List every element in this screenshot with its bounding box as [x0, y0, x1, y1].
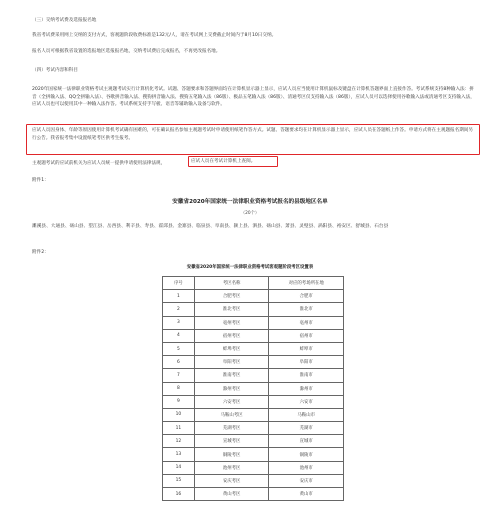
- row-area-name: 阜阳考区: [194, 356, 269, 369]
- row-location: 淮北市: [269, 303, 344, 316]
- table-row: [163, 382, 344, 395]
- row-location: 芜湖市: [269, 422, 344, 435]
- table-row: [163, 329, 344, 342]
- header-location: 对应的考场所在地: [269, 277, 344, 290]
- row-area-name: 马鞍山考区: [194, 408, 269, 421]
- row-location: 安庆市: [269, 474, 344, 487]
- table-row: [163, 316, 344, 329]
- row-location: 滁州市: [269, 382, 344, 395]
- row-area-name: 淮北考区: [194, 303, 269, 316]
- row-area-name: 蚌埠考区: [194, 342, 269, 355]
- row-number: 2: [163, 303, 195, 316]
- row-number: 16: [163, 488, 195, 501]
- row-number: 3: [163, 316, 195, 329]
- region-list: 濉溪县、大通县、砀山县、望江县、岳西县、利辛县、寿县、霍邱县、金寨县、临泉县、阜南县、颍上县、泗县、砀山县、萧县、灵璧县、涡阳县、裕安区、舒城县、石台县: [32, 224, 389, 229]
- row-number: 9: [163, 395, 195, 408]
- region-count: （20个）: [240, 211, 260, 216]
- row-area-name: 黄山考区: [194, 488, 269, 501]
- region-list-title: 安徽省2020年国家统一法律职业资格考试报名的县级地区名单: [172, 199, 328, 205]
- table-row: [163, 408, 344, 421]
- table-row: [163, 303, 344, 316]
- area-paragraph: 报名人员可根据我省设置的选报地区选报报名地，交纳考试费后完成报名，不再更改报名地。: [32, 49, 221, 54]
- attachment-2-label: 附件2：: [32, 250, 49, 255]
- table-row: [163, 474, 344, 487]
- table-row: [163, 290, 344, 303]
- fee-paragraph: 我省考试费采用网上交纳的支付方式，客观题阶段收费标准是132元/人，请在考试网上交费截止时间内于8月10日交纳。: [32, 33, 277, 38]
- header-area-name: 考区名称: [194, 277, 269, 290]
- paper-exam-paragraph: 应试人员因身体、年龄等原因使用计算机考试确有困难的，可在确认报名参加主观题考试时申请使用纸笔作答方式。试题、答题要求均在计算机显示器上显示，应试人员在答题纸上作答。申请方式将在主观题报名期间另行公告。我省报考集中设置纸笔考区供考生报考。: [32, 128, 474, 141]
- row-location: 合肥市: [269, 290, 344, 303]
- row-number: 8: [163, 382, 195, 395]
- row-number: 5: [163, 342, 195, 355]
- table-row: [163, 395, 344, 408]
- login-paragraph: [32, 161, 165, 167]
- row-location: 亳州市: [269, 316, 344, 329]
- table-row: [163, 422, 344, 435]
- row-area-name: 合肥考区: [194, 290, 269, 303]
- row-number: 7: [163, 369, 195, 382]
- row-location: 六安市: [269, 395, 344, 408]
- table-row: [163, 448, 344, 461]
- row-area-name: 亳州考区: [194, 316, 269, 329]
- exam-area-table-title: 安徽省2020年国家统一法律职业资格考试客观题阶段考区设置表: [186, 265, 314, 270]
- row-number: 14: [163, 461, 195, 474]
- row-area-name: 安庆考区: [194, 474, 269, 487]
- table-row: [163, 488, 344, 501]
- row-number: 15: [163, 474, 195, 487]
- row-location: 黄山市: [269, 488, 344, 501]
- row-area-name: 铜陵考区: [194, 448, 269, 461]
- row-number: 12: [163, 435, 195, 448]
- table-row: [163, 356, 344, 369]
- section-heading-fee: （三）交纳考试费及选报报名地: [32, 18, 97, 23]
- row-number: 11: [163, 422, 195, 435]
- attachment-1-label: 附件1：: [32, 178, 49, 183]
- row-area-name: 池州考区: [194, 461, 269, 474]
- table-header-row: [163, 277, 344, 290]
- row-location: 阜阳市: [269, 356, 344, 369]
- table-row: [163, 369, 344, 382]
- table-row: [163, 435, 344, 448]
- row-location: 宣城市: [269, 435, 344, 448]
- row-area-name: 宿州考区: [194, 329, 269, 342]
- row-location: 池州市: [269, 461, 344, 474]
- row-area-name: 滁州考区: [194, 382, 269, 395]
- login-boxed-text: 应试人员在考试计算机上查阅。: [191, 159, 256, 164]
- row-number: 10: [163, 408, 195, 421]
- header-number: 序号: [163, 277, 195, 290]
- row-location: 宿州市: [269, 329, 344, 342]
- row-location: 马鞍山市: [269, 408, 344, 421]
- table-row: [163, 461, 344, 474]
- exam-area-table: [162, 276, 344, 501]
- row-area-name: 芜湖考区: [194, 422, 269, 435]
- row-location: 淮南市: [269, 369, 344, 382]
- row-location: 蚌埠市: [269, 342, 344, 355]
- row-area-name: 六安考区: [194, 395, 269, 408]
- exam-paragraph: 2020年国家统一法律职业资格考试主观题考试实行计算机化考试。试题、答题要求和答题界面均在计算机显示器上显示，应试人员应当使用计算机鼠标及键盘在计算机答题界面上直接作答。考试系统支持8种输入法：拼音（全拼输入法、QQ全拼输入法）、谷歌拼音输入法、搜狗拼音输入法、搜狗五笔输入法（86版）、极品五笔输入法（86版）、清通考区仅支持输入法（86版），应试人员可以选择使用谷歌输入法或清通考区支持输入法，应试人员也可以使用其中一种输入法作答。考试系统支持手写板、语音等辅助输入设备与软件。: [32, 87, 475, 107]
- section-heading-content: （四）考试内容和科目: [32, 68, 78, 73]
- row-area-name: 淮南考区: [194, 369, 269, 382]
- row-area-name: 宣城考区: [194, 435, 269, 448]
- row-location: 铜陵市: [269, 448, 344, 461]
- row-number: 4: [163, 329, 195, 342]
- table-row: [163, 342, 344, 355]
- row-number: 13: [163, 448, 195, 461]
- row-number: 1: [163, 290, 195, 303]
- login-paragraph-text: 主观题考试的应试前机关为应试人员统一提供申请使用法律法规，: [32, 161, 166, 166]
- row-number: 6: [163, 356, 195, 369]
